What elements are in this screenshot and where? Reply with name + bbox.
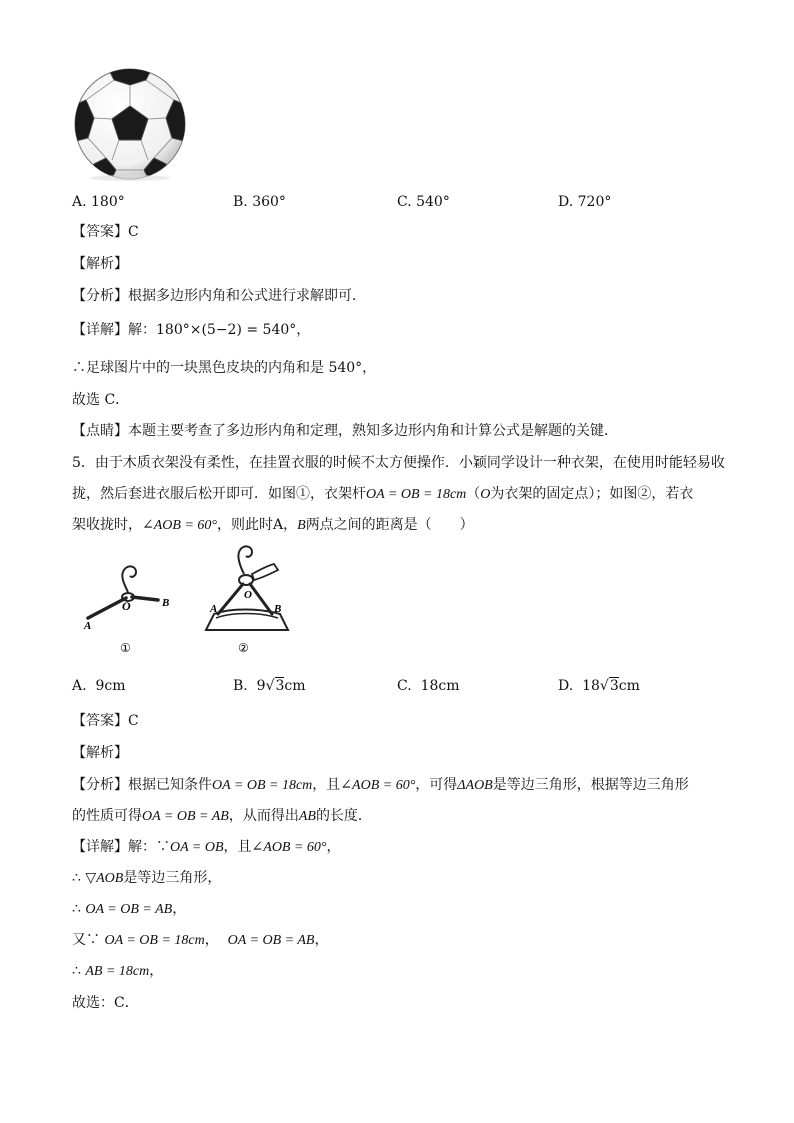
step-math: ▽AOB (85, 871, 124, 886)
xiangjie-prefix: 解： (128, 322, 156, 338)
q5-analysis-tag: 【解析】 (72, 745, 128, 761)
option-unit: cm (284, 678, 306, 694)
q5-fenxi-line2 (72, 806, 372, 827)
hanger-figure-2 (200, 544, 300, 656)
fenxi-math: ∠AOB = 60° (340, 778, 416, 793)
step-text: ，且 (223, 839, 252, 855)
q5-stem-line3 (72, 515, 474, 536)
option-letter: B. (233, 678, 248, 694)
stem-text: A， (273, 517, 298, 533)
q4-xiangjie (72, 320, 310, 340)
xiangjie-expr: 180°×(5−2) = 540°， (156, 322, 311, 338)
q4-answer (72, 222, 139, 242)
fenxi-text: 是等边三角形，根据等边三角形 (492, 777, 689, 793)
stem-text: （ (466, 486, 481, 502)
fenxi-text: 根据已知条件 (128, 777, 212, 793)
dianjing-tag: 【点睛】 (72, 423, 128, 439)
q5-step1 (72, 837, 341, 858)
fig2-caption: ② (238, 641, 249, 655)
answer-tag: 【答案】 (72, 224, 128, 240)
option-coef: 9 (256, 678, 266, 694)
answer-value: C (128, 224, 139, 240)
fenxi-tag: 【分析】 (72, 777, 128, 793)
q5-select: 故选：C． (72, 995, 139, 1011)
answer-tag: 【答案】 (72, 713, 128, 729)
fenxi-text: ，且 (312, 777, 341, 793)
step-text: ， (204, 932, 219, 948)
q4-option-a: A. 180° (72, 194, 125, 210)
stem-text: 架收拢时， (72, 517, 142, 533)
fenxi-text: 的长度． (315, 808, 372, 824)
xiangjie-tag: 【详解】 (72, 839, 128, 855)
fenxi-text: 根据多边形内角和公式进行求解即可． (128, 288, 366, 304)
q5-answer (72, 711, 139, 731)
q4-fenxi (72, 286, 366, 306)
option-radicand: 3 (275, 678, 285, 694)
stem-math: B (297, 518, 306, 533)
q5-step5 (72, 961, 163, 982)
step-text: ， (172, 901, 187, 917)
q4-dianjing (72, 421, 618, 441)
q5-step4 (72, 930, 328, 951)
option-radicand: 3 (609, 678, 619, 694)
option-unit: cm (618, 678, 640, 694)
fenxi-text: ，从而得出 (228, 808, 299, 824)
step-math: OA = OB = 18cm (104, 933, 205, 948)
stem-math: OA = OB = 18cm (366, 487, 467, 502)
q4-analysis-tag: 【解析】 (72, 256, 128, 272)
stem-math: O (480, 487, 491, 502)
stem-text: 拢，然后套进衣服后松开即可．如图①，衣架杆 (72, 486, 366, 502)
fig2-label-o: O (244, 589, 252, 601)
answer-value: C (128, 713, 139, 729)
option-coef: 18 (582, 678, 600, 694)
step-text: 是等边三角形， (123, 870, 222, 886)
step-text: ∴ (72, 901, 86, 917)
fenxi-math: AB (298, 809, 316, 824)
step-math: OA = OB = AB (227, 933, 315, 948)
fenxi-math: OA = OB = 18cm (212, 778, 313, 793)
q5-option-c (397, 676, 460, 696)
q5-option-d: D. 18√3cm (558, 678, 640, 694)
q5-option-b: B. 9√3cm (233, 678, 306, 694)
q4-option-b: B. 360° (233, 194, 286, 210)
step-text: 又∵ (72, 932, 105, 948)
step-text: ， (314, 932, 329, 948)
option-letter: C. (397, 678, 412, 694)
fig1-label-a: A (84, 620, 92, 632)
q5-stem-line2 (72, 484, 693, 505)
fig2-label-b: B (274, 603, 282, 615)
step-math: OA = OB (170, 840, 224, 855)
q4-select: 故选 C． (72, 392, 130, 408)
fig1-label-o: O (122, 599, 131, 613)
step-math: OA = OB = AB (85, 902, 173, 917)
fig2-label-a: A (210, 603, 218, 615)
option-letter: A. (72, 678, 87, 694)
stem-math: ∠AOB = 60° (142, 518, 217, 533)
xiangjie-tag: 【详解】 (72, 322, 128, 338)
fig1-caption: ① (120, 641, 131, 655)
q5-fenxi-line1 (72, 775, 689, 796)
q5-stem-line1: 5．由于木质衣架没有柔性，在挂置衣服的时候不太方便操作．小颖同学设计一种衣架，在使用时能轻易收 (72, 455, 725, 471)
fenxi-text: 的性质可得 (72, 808, 142, 824)
fenxi-math: ΔAOB (457, 778, 493, 793)
q4-option-d: D. 720° (558, 194, 612, 210)
soccer-ball-image (72, 66, 188, 182)
step-math: ∠AOB = 60° (251, 840, 327, 855)
dianjing-text: 本题主要考查了多边形内角和定理，熟知多边形内角和计算公式是解题的关键． (128, 423, 618, 439)
hanger-figure-1 (80, 562, 190, 658)
step-text: ， (149, 963, 164, 979)
step-text: ， (326, 839, 341, 855)
stem-text: 两点之间的距离是（ ） (305, 517, 474, 533)
step-math: AB = 18cm (85, 964, 150, 979)
fenxi-math: OA = OB = AB (142, 809, 229, 824)
q5-step2 (72, 868, 221, 889)
option-value: 9cm (95, 678, 126, 694)
q5-option-a (72, 676, 126, 696)
step-text: 解：∵ (128, 839, 170, 855)
q4-conclusion: ∴足球图片中的一块黑色皮块的内角和是 540°， (72, 360, 377, 376)
option-value: 18cm (420, 678, 460, 694)
q4-option-c: C. 540° (397, 194, 450, 210)
step-text: ∴ (72, 870, 86, 886)
stem-text: 为衣架的固定点）；如图②，若衣 (490, 486, 694, 502)
q5-step3 (72, 899, 186, 920)
fenxi-tag: 【分析】 (72, 288, 128, 304)
step-text: ∴ (72, 963, 86, 979)
stem-text: ，则此时 (217, 517, 273, 533)
fenxi-text: ，可得 (415, 777, 458, 793)
option-letter: D. (558, 678, 574, 694)
fig1-label-b: B (162, 597, 170, 609)
